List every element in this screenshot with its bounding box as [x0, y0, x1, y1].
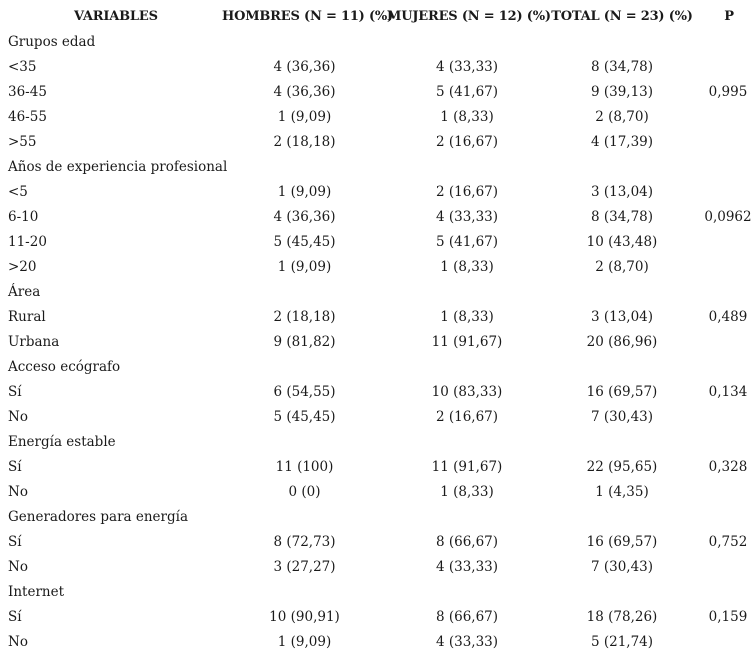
cell-hombres: 1 (9,09)	[277, 108, 332, 125]
cell-p	[697, 29, 755, 54]
cell-total: 3 (13,04)	[590, 183, 654, 200]
cell-mujeres	[387, 504, 547, 529]
cell-mujeres: 5 (41,67)	[435, 83, 499, 100]
data-table	[0, 4, 755, 654]
cell-hombres	[222, 429, 387, 454]
cell-mujeres: 1 (8,33)	[440, 483, 494, 500]
cell-total	[547, 354, 697, 379]
cell-p: 0,328	[708, 458, 748, 475]
cell-hombres	[222, 579, 387, 604]
cell-hombres: 10 (90,91)	[269, 608, 340, 625]
row-label: 11-20	[8, 233, 47, 250]
table-row	[0, 229, 755, 254]
table-row	[0, 504, 755, 529]
row-label: Años de experiencia profesional	[8, 158, 228, 175]
cell-total: 7 (30,43)	[590, 408, 654, 425]
cell-mujeres: 1 (8,33)	[440, 258, 494, 275]
table-row	[0, 104, 755, 129]
cell-hombres: 8 (72,73)	[273, 533, 336, 550]
table-row	[0, 429, 755, 454]
table-row	[0, 129, 755, 154]
cell-total: 1 (4,35)	[595, 483, 649, 500]
cell-mujeres: 2 (16,67)	[435, 183, 499, 200]
cell-hombres: 9 (81,82)	[273, 333, 336, 350]
row-label: 46-55	[8, 108, 47, 125]
cell-mujeres: 11 (91,67)	[431, 333, 503, 350]
cell-p	[697, 254, 755, 279]
table-body	[0, 29, 755, 654]
row-label: No	[8, 633, 28, 650]
row-label: Urbana	[8, 333, 60, 350]
row-label: Energía estable	[8, 433, 116, 450]
cell-p	[697, 179, 755, 204]
cell-total: 22 (95,65)	[586, 458, 658, 475]
table-row	[0, 529, 755, 554]
row-label: Sí	[8, 533, 22, 550]
cell-total: 2 (8,70)	[595, 258, 649, 275]
table-row	[0, 479, 755, 504]
cell-hombres	[222, 154, 387, 179]
cell-total: 7 (30,43)	[590, 558, 654, 575]
cell-total: 5 (21,74)	[590, 633, 654, 650]
cell-mujeres: 8 (66,67)	[435, 533, 499, 550]
table-row	[0, 379, 755, 404]
cell-total: 20 (86,96)	[586, 333, 658, 350]
cell-mujeres	[387, 154, 547, 179]
cell-mujeres	[387, 579, 547, 604]
cell-p: 0,0962	[704, 208, 752, 225]
cell-p: 0,489	[708, 308, 748, 325]
row-label: Área	[8, 283, 41, 300]
cell-hombres	[222, 354, 387, 379]
cell-mujeres: 4 (33,33)	[435, 58, 499, 75]
table-row	[0, 54, 755, 79]
cell-mujeres: 5 (41,67)	[435, 233, 499, 250]
cell-total	[547, 504, 697, 529]
cell-total	[547, 279, 697, 304]
cell-p	[697, 504, 755, 529]
cell-p	[697, 154, 755, 179]
cell-hombres: 11 (100)	[275, 458, 334, 475]
cell-total: 18 (78,26)	[586, 608, 658, 625]
cell-mujeres: 10 (83,33)	[431, 383, 503, 400]
table-header	[0, 4, 755, 29]
cell-hombres: 2 (18,18)	[273, 133, 336, 150]
header-variables: VARIABLES	[74, 9, 158, 24]
row-label: >55	[8, 133, 37, 150]
table-row	[0, 204, 755, 229]
row-label: Grupos edad	[8, 33, 96, 50]
cell-hombres: 4 (36,36)	[273, 83, 336, 100]
table-row	[0, 604, 755, 629]
table-row	[0, 454, 755, 479]
cell-mujeres: 1 (8,33)	[440, 108, 494, 125]
cell-mujeres: 11 (91,67)	[431, 458, 503, 475]
header-p: P	[724, 9, 734, 24]
cell-p: 0,134	[708, 383, 748, 400]
cell-total: 16 (69,57)	[586, 383, 658, 400]
cell-mujeres	[387, 354, 547, 379]
table-row	[0, 579, 755, 604]
table-row	[0, 29, 755, 54]
cell-total: 8 (34,78)	[590, 208, 654, 225]
cell-mujeres: 4 (33,33)	[435, 558, 499, 575]
row-label: Sí	[8, 383, 22, 400]
cell-total	[547, 579, 697, 604]
cell-p	[697, 404, 755, 429]
row-label: >20	[8, 258, 37, 275]
cell-p: 0,995	[708, 83, 748, 100]
cell-total: 4 (17,39)	[590, 133, 654, 150]
cell-total: 2 (8,70)	[595, 108, 649, 125]
table-row	[0, 79, 755, 104]
cell-p	[697, 54, 755, 79]
cell-hombres	[222, 279, 387, 304]
row-label: No	[8, 483, 28, 500]
cell-hombres: 6 (54,55)	[273, 383, 336, 400]
cell-mujeres: 2 (16,67)	[435, 133, 499, 150]
cell-hombres: 2 (18,18)	[273, 308, 336, 325]
cell-hombres: 1 (9,09)	[277, 183, 332, 200]
cell-p	[697, 479, 755, 504]
row-label: <5	[8, 183, 28, 200]
cell-total	[547, 429, 697, 454]
cell-total: 9 (39,13)	[590, 83, 654, 100]
table-row	[0, 304, 755, 329]
row-label: 36-45	[8, 83, 47, 100]
cell-p	[697, 579, 755, 604]
cell-hombres: 1 (9,09)	[277, 258, 332, 275]
cell-hombres: 5 (45,45)	[273, 408, 336, 425]
cell-total: 8 (34,78)	[590, 58, 654, 75]
cell-total: 3 (13,04)	[590, 308, 654, 325]
row-label: Internet	[8, 583, 65, 600]
table-row	[0, 554, 755, 579]
cell-mujeres	[387, 29, 547, 54]
table-row	[0, 629, 755, 654]
header-total: TOTAL (N = 23) (%)	[551, 9, 693, 24]
cell-hombres	[222, 504, 387, 529]
cell-p	[697, 329, 755, 354]
cell-p	[697, 629, 755, 654]
table-row	[0, 154, 755, 179]
header-row	[0, 4, 755, 29]
table-row	[0, 254, 755, 279]
cell-hombres	[222, 29, 387, 54]
row-label: 6-10	[8, 208, 39, 225]
cell-total	[547, 29, 697, 54]
cell-total: 10 (43,48)	[586, 233, 658, 250]
table-row	[0, 329, 755, 354]
row-label: Sí	[8, 608, 22, 625]
table-row	[0, 179, 755, 204]
cell-p	[697, 129, 755, 154]
cell-mujeres: 8 (66,67)	[435, 608, 499, 625]
header-mujeres: MUJERES (N = 12) (%)	[387, 9, 551, 24]
row-label: Generadores para energía	[8, 508, 189, 525]
row-label: Rural	[8, 308, 46, 325]
cell-p	[697, 279, 755, 304]
cell-mujeres: 1 (8,33)	[440, 308, 494, 325]
cell-p: 0,159	[708, 608, 748, 625]
table-row	[0, 354, 755, 379]
row-label: No	[8, 558, 28, 575]
cell-hombres: 4 (36,36)	[273, 208, 336, 225]
table-row	[0, 279, 755, 304]
row-label: No	[8, 408, 28, 425]
cell-mujeres	[387, 429, 547, 454]
cell-mujeres: 4 (33,33)	[435, 208, 499, 225]
row-label: <35	[8, 58, 37, 75]
cell-p	[697, 554, 755, 579]
cell-mujeres	[387, 279, 547, 304]
cell-mujeres: 2 (16,67)	[435, 408, 499, 425]
row-label: Sí	[8, 458, 22, 475]
header-hombres: HOMBRES (N = 11) (%)	[222, 9, 394, 24]
cell-hombres: 4 (36,36)	[273, 58, 336, 75]
cell-hombres: 1 (9,09)	[277, 633, 332, 650]
cell-p	[697, 354, 755, 379]
cell-p	[697, 104, 755, 129]
cell-hombres: 5 (45,45)	[273, 233, 336, 250]
cell-hombres: 0 (0)	[288, 483, 321, 500]
cell-total: 16 (69,57)	[586, 533, 658, 550]
row-label: Acceso ecógrafo	[8, 358, 121, 375]
cell-mujeres: 4 (33,33)	[435, 633, 499, 650]
table-row	[0, 404, 755, 429]
cell-total	[547, 154, 697, 179]
cell-hombres: 3 (27,27)	[273, 558, 336, 575]
cell-p	[697, 429, 755, 454]
cell-p	[697, 229, 755, 254]
cell-p: 0,752	[708, 533, 748, 550]
